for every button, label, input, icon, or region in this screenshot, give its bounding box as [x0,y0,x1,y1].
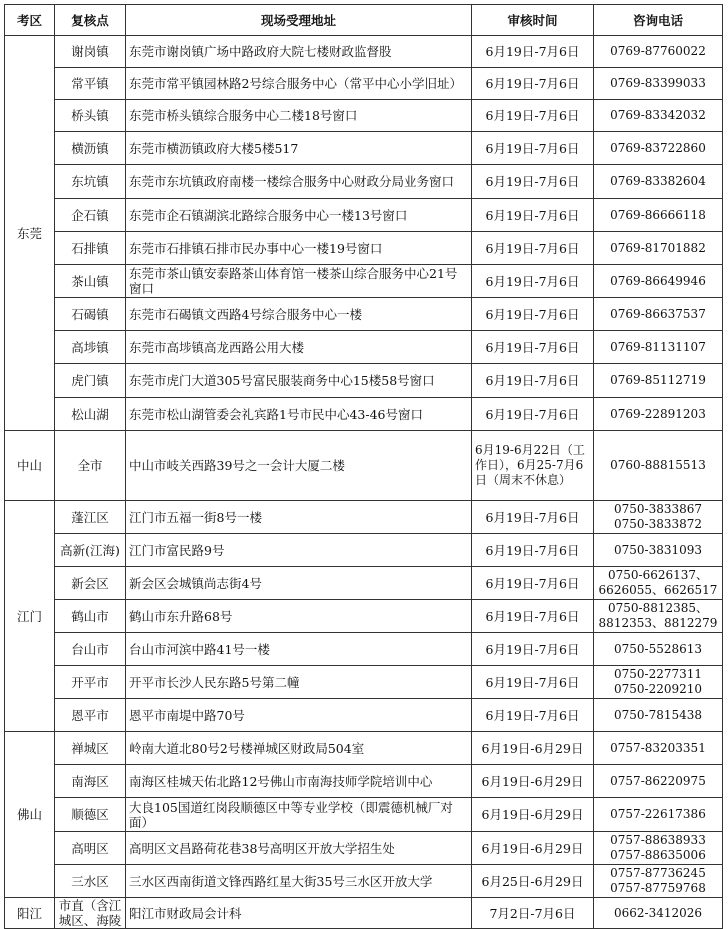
table-row [5,732,723,765]
table-row [5,232,723,265]
table-row [5,633,723,666]
table-row [5,666,723,699]
review-point-cell: 台山市 [55,633,126,666]
address-cell: 岭南大道北80号2号楼禅城区财政局504室 [126,732,472,765]
review-time-cell: 6月19日-7月6日 [472,633,594,666]
table-row [5,600,723,633]
review-time-cell: 6月19-6月22日（工作日），6月25-7月6日（周末不休息） [472,431,594,501]
table-row [5,68,723,100]
review-point-cell: 高新(江海) [55,534,126,567]
table-row [5,132,723,165]
review-time-cell: 6月19日-7月6日 [472,331,594,364]
review-time-cell: 6月19日-7月6日 [472,298,594,331]
review-time-cell: 6月19日-6月29日 [472,732,594,765]
table-row [5,798,723,832]
review-point-cell: 松山湖 [55,398,126,431]
review-time-cell: 6月19日-6月29日 [472,832,594,865]
table-body [5,36,723,929]
table-row [5,100,723,132]
table-row [5,534,723,567]
address-cell: 新会区会城镇尚志街4号 [126,567,472,600]
review-point-cell: 谢岗镇 [55,36,126,68]
address-cell: 东莞市石碣镇文西路4号综合服务中心一楼 [126,298,472,331]
review-time-cell: 6月19日-7月6日 [472,132,594,165]
table-row [5,199,723,232]
table-row [5,364,723,398]
address-cell: 台山市河滨中路41号一楼 [126,633,472,666]
review-point-cell: 蓬江区 [55,501,126,534]
phone-cell: 0769-85112719 [594,364,723,398]
phone-cell: 0750-2277311 0750-2209210 [594,666,723,699]
review-point-cell: 全市 [55,431,126,501]
exam-area-cell: 江门 [5,501,55,732]
phone-cell: 0757-87736245 0757-87759768 [594,865,723,898]
header-exam-area: 考区 [5,5,55,36]
review-point-cell: 石排镇 [55,232,126,265]
table-row [5,298,723,331]
table-row [5,398,723,431]
table-row [5,36,723,68]
review-point-cell: 三水区 [55,865,126,898]
review-time-cell: 6月19日-7月6日 [472,534,594,567]
phone-cell: 0769-83722860 [594,132,723,165]
table-row [5,265,723,298]
table-row [5,865,723,898]
phone-cell: 0750-7815438 [594,699,723,732]
review-time-cell: 6月19日-7月6日 [472,232,594,265]
review-point-cell: 市直（含江城区、海陵 [55,898,126,929]
review-point-cell: 石碣镇 [55,298,126,331]
review-point-cell: 高埗镇 [55,331,126,364]
phone-cell: 0769-83399033 [594,68,723,100]
address-cell: 东莞市茶山镇安泰路茶山体育馆一楼茶山综合服务中心21号窗口 [126,265,472,298]
review-time-cell: 7月2日-7月6日 [472,898,594,929]
phone-cell: 0750-6626137、 6626055、6626517 [594,567,723,600]
header-address: 现场受理地址 [126,5,472,36]
phone-cell: 0769-86649946 [594,265,723,298]
review-point-cell: 鹤山市 [55,600,126,633]
address-cell: 东莞市常平镇园林路2号综合服务中心（常平中心小学旧址） [126,68,472,100]
address-cell: 三水区西南街道文锋西路红星大街35号三水区开放大学 [126,865,472,898]
table-row [5,898,723,929]
review-point-cell: 横沥镇 [55,132,126,165]
phone-cell: 0750-3833867 0750-3833872 [594,501,723,534]
phone-cell: 0757-83203351 [594,732,723,765]
review-time-cell: 6月19日-7月6日 [472,666,594,699]
table-row [5,567,723,600]
address-cell: 鹤山市东升路68号 [126,600,472,633]
address-cell: 东莞市石排镇石排市民办事中心一楼19号窗口 [126,232,472,265]
exam-area-cell: 东莞 [5,36,55,431]
review-time-cell: 6月19日-7月6日 [472,68,594,100]
phone-cell: 0757-86220975 [594,765,723,798]
address-cell: 恩平市南堤中路70号 [126,699,472,732]
table-header-row [5,5,723,36]
review-time-cell: 6月19日-7月6日 [472,600,594,633]
review-point-cell: 恩平市 [55,699,126,732]
review-location-table [4,4,723,929]
header-phone: 咨询电话 [594,5,723,36]
review-time-cell: 6月19日-7月6日 [472,199,594,232]
phone-cell: 0769-22891203 [594,398,723,431]
address-cell: 东莞市谢岗镇广场中路政府大院七楼财政监督股 [126,36,472,68]
review-time-cell: 6月19日-7月6日 [472,364,594,398]
review-point-cell: 禅城区 [55,732,126,765]
address-cell: 开平市长沙人民东路5号第二幢 [126,666,472,699]
phone-cell: 0757-22617386 [594,798,723,832]
phone-cell: 0769-86666118 [594,199,723,232]
address-cell: 东莞市虎门大道305号富民服装商务中心15楼58号窗口 [126,364,472,398]
phone-cell: 0769-86637537 [594,298,723,331]
review-time-cell: 6月19日-7月6日 [472,100,594,132]
review-point-cell: 顺德区 [55,798,126,832]
review-time-cell: 6月19日-7月6日 [472,567,594,600]
address-cell: 东莞市横沥镇政府大楼5楼517 [126,132,472,165]
phone-cell: 0757-88638933 0757-88635006 [594,832,723,865]
exam-area-cell: 佛山 [5,732,55,898]
phone-cell: 0769-83342032 [594,100,723,132]
review-time-cell: 6月19日-6月29日 [472,765,594,798]
review-time-cell: 6月19日-6月29日 [472,798,594,832]
table-row [5,765,723,798]
address-cell: 大良105国道红岗段顺德区中等专业学校（即震德机械厂对面） [126,798,472,832]
table-row [5,699,723,732]
phone-cell: 0769-87760022 [594,36,723,68]
address-cell: 东莞市松山湖管委会礼宾路1号市民中心43-46号窗口 [126,398,472,431]
address-cell: 江门市富民路9号 [126,534,472,567]
review-time-cell: 6月19日-7月6日 [472,265,594,298]
address-cell: 江门市五福一街8号一楼 [126,501,472,534]
review-point-cell: 虎门镇 [55,364,126,398]
address-cell: 东莞市企石镇湖滨北路综合服务中心一楼13号窗口 [126,199,472,232]
exam-area-cell: 中山 [5,431,55,501]
review-point-cell: 高明区 [55,832,126,865]
phone-cell: 0750-8812385、 8812353、8812279 [594,600,723,633]
review-point-cell: 开平市 [55,666,126,699]
review-time-cell: 6月19日-7月6日 [472,398,594,431]
address-cell: 南海区桂城天佑北路12号佛山市南海技师学院培训中心 [126,765,472,798]
address-cell: 东莞市东坑镇政府南楼一楼综合服务中心财政分局业务窗口 [126,165,472,199]
review-point-cell: 新会区 [55,567,126,600]
exam-area-cell: 阳江 [5,898,55,929]
header-review-point: 复核点 [55,5,126,36]
address-cell: 东莞市桥头镇综合服务中心二楼18号窗口 [126,100,472,132]
table-row [5,832,723,865]
review-point-cell: 东坑镇 [55,165,126,199]
table-row [5,431,723,501]
review-point-cell: 南海区 [55,765,126,798]
address-cell: 中山市岐关西路39号之一会计大厦二楼 [126,431,472,501]
phone-cell: 0769-83382604 [594,165,723,199]
table-row [5,501,723,534]
review-time-cell: 6月19日-7月6日 [472,501,594,534]
review-point-cell: 企石镇 [55,199,126,232]
address-cell: 高明区文昌路荷花巷38号高明区开放大学招生处 [126,832,472,865]
table-row [5,331,723,364]
phone-cell: 0750-3831093 [594,534,723,567]
phone-cell: 0760-88815513 [594,431,723,501]
address-cell: 阳江市财政局会计科 [126,898,472,929]
phone-cell: 0750-5528613 [594,633,723,666]
phone-cell: 0769-81701882 [594,232,723,265]
review-time-cell: 6月19日-7月6日 [472,165,594,199]
header-review-time: 审核时间 [472,5,594,36]
review-time-cell: 6月19日-7月6日 [472,699,594,732]
phone-cell: 0662-3412026 [594,898,723,929]
phone-cell: 0769-81131107 [594,331,723,364]
review-point-cell: 桥头镇 [55,100,126,132]
review-point-cell: 茶山镇 [55,265,126,298]
address-cell: 东莞市高埗镇高龙西路公用大楼 [126,331,472,364]
table-row [5,165,723,199]
review-point-cell: 常平镇 [55,68,126,100]
review-time-cell: 6月25日-6月29日 [472,865,594,898]
review-time-cell: 6月19日-7月6日 [472,36,594,68]
